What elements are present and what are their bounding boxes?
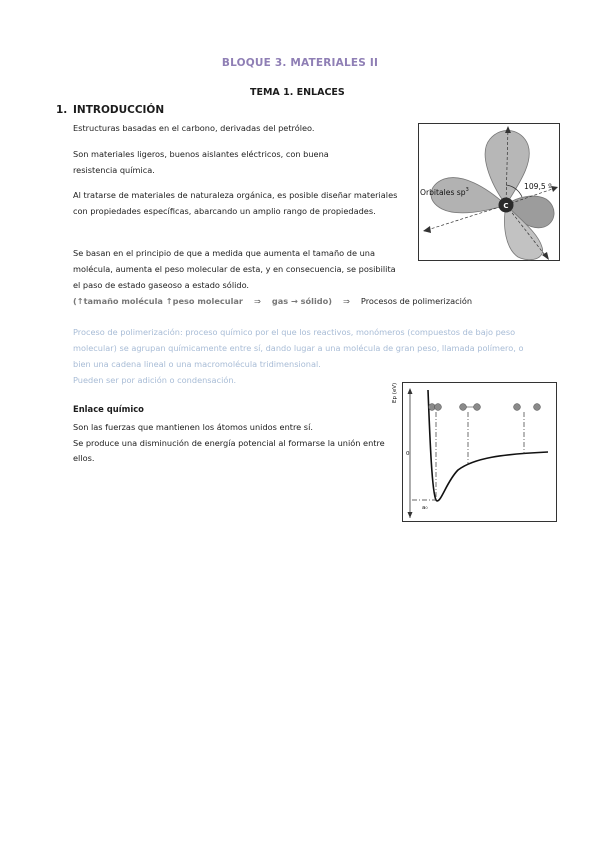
paragraph-text: Se basan en el principio de que a medida que aumenta el tamaño de una molécula, aumenta el peso molecular de esta, y en consecuencia, se posibilita el paso de estado gaseoso a estado sólido. <box>73 248 396 290</box>
section-title: INTRODUCCIÓN <box>73 104 165 116</box>
formula-arrow-2: ⇒ <box>343 296 350 306</box>
arrowhead <box>423 226 431 233</box>
atom-pairs <box>429 404 541 411</box>
angle-label: 109,5 º <box>524 182 552 191</box>
atom <box>435 404 442 411</box>
polymerization-definition: Proceso de polimerización: proceso químico por el que los reactivos, monómeros (compuestos de bajo peso molecular) se agrupan químicamente entre sí, dando lugar a una molécula de gran peso, llamada polímero, o bien una cadena lineal o una macromolécula tridimensional. <box>73 327 524 369</box>
section-number: 1. <box>56 104 68 116</box>
formula-part-1: (↑tamaño molécula ↑peso molecular <box>73 296 243 306</box>
atom <box>514 404 521 411</box>
paragraph-text: Estructuras basadas en el carbono, derivadas del petróleo. <box>73 123 315 133</box>
energy-curve-figure <box>392 382 557 522</box>
enlace-text <box>73 420 393 467</box>
tema-title: TEMA 1. ENLACES <box>250 87 345 98</box>
arrowhead <box>551 186 558 192</box>
paragraph-2 <box>73 146 373 178</box>
atom <box>474 404 481 411</box>
enlace-line-2: Se produce una disminución de energía potencial al formarse la unión entre ellos. <box>73 437 385 463</box>
paragraph-1 <box>73 120 403 136</box>
block-title: BLOQUE 3. MATERIALES II <box>221 57 379 69</box>
svg-text:Orbitales sp3 <box>420 187 469 197</box>
orbitals-label-superscript: 3 <box>465 187 469 193</box>
zero-label: 0 <box>406 451 410 457</box>
formula-arrow-1: ⇒ <box>253 296 261 306</box>
carbon-label: C <box>503 202 509 210</box>
enlace-line-1: Son las fuerzas que mantienen los átomos unidos entre sí. <box>73 422 313 432</box>
atom <box>534 404 541 411</box>
polymerization-types: Pueden ser por adición o condensación. <box>73 375 237 385</box>
r0-label: a₀ <box>422 505 428 511</box>
potential-energy-curve <box>428 390 548 501</box>
enlace-heading: Enlace químico <box>73 404 144 414</box>
y-axis-arrowhead-bottom <box>408 512 413 518</box>
y-axis-arrowhead <box>408 388 413 394</box>
polymerization-formula <box>73 294 472 308</box>
paragraph-4 <box>73 245 403 293</box>
formula-part-3: Procesos de polimerización <box>360 296 473 306</box>
paragraph-text: Son materiales ligeros, buenos aislantes eléctricos, con buena resistencia química. <box>73 149 329 175</box>
atom <box>460 404 467 411</box>
polymerization-note <box>73 324 543 388</box>
y-axis-label: Ep (eV) <box>392 382 398 403</box>
paragraph-text: Al tratarse de materiales de naturaleza orgánica, es posible diseñar materiales con propiedades específicas, abarcando un amplio rango de propiedades. <box>73 190 398 216</box>
formula-part-2: gas → sólido) <box>271 296 333 306</box>
arrowhead <box>505 126 511 133</box>
section-heading <box>56 104 164 116</box>
sp3-orbitals-figure <box>418 123 560 261</box>
orbitals-label: Orbitales sp <box>420 188 466 197</box>
paragraph-3 <box>73 187 403 219</box>
